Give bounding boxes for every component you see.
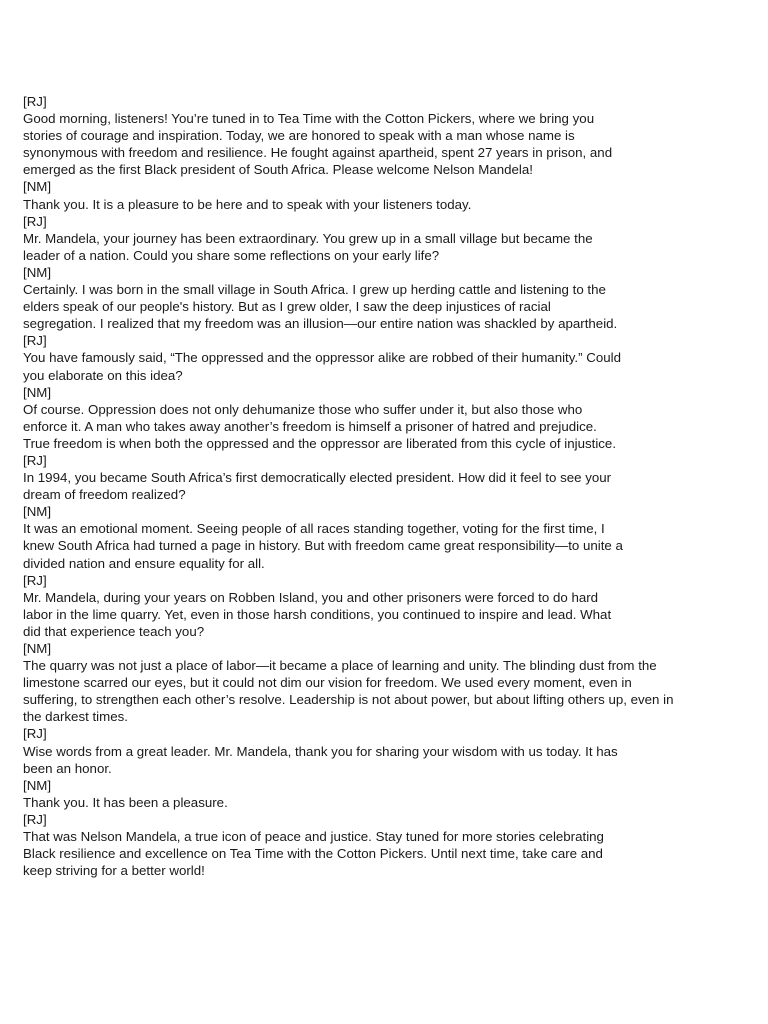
- speaker-tag: [NM]: [23, 641, 52, 656]
- dialogue-turn: [23, 503, 753, 571]
- speaker-tag: [RJ]: [23, 452, 47, 468]
- dialogue-line: divided nation and ensure equality for all.: [23, 555, 265, 571]
- dialogue-line: knew South Africa had turned a page in history. But with freedom came great responsibility—to unite a: [23, 538, 623, 554]
- dialogue-line: Good morning, listeners! You’re tuned in to Tea Time with the Cotton Pickers, where we bring you: [23, 111, 595, 127]
- dialogue-line: Mr. Mandela, during your years on Robben Island, you and other prisoners were forced to do hard: [23, 589, 599, 605]
- dialogue-line: segregation. I realized that my freedom was an illusion—our entire nation was shackled by apartheid.: [23, 316, 618, 332]
- dialogue-line: elders speak of our people's history. But as I grew older, I saw the deep injustices of racial: [23, 299, 551, 315]
- speaker-tag: [NM]: [23, 384, 52, 400]
- dialogue-line: limestone scarred our eyes, but it could not dim our vision for freedom. We used every moment, even in: [23, 675, 632, 691]
- dialogue-turn: [23, 332, 753, 383]
- dialogue-line: suffering, to strengthen each other’s resolve. Leadership is not about power, but about lifting others up, even in: [23, 692, 674, 708]
- speaker-tag: [RJ]: [23, 811, 47, 827]
- dialogue-turn: [23, 178, 753, 212]
- speaker-tag: [NM]: [23, 504, 52, 520]
- dialogue-line: keep striving for a better world!: [23, 863, 205, 879]
- dialogue-line: the darkest times.: [23, 709, 128, 725]
- speaker-tag: [NM]: [23, 264, 52, 280]
- speaker-tag: [RJ]: [23, 572, 47, 588]
- speaker-tag: [RJ]: [23, 94, 47, 109]
- dialogue-line: been an honor.: [23, 760, 112, 776]
- dialogue-line: labor in the lime quarry. Yet, even in those harsh conditions, you continued to inspire and lead. What: [23, 606, 612, 622]
- dialogue-line: It was an emotional moment. Seeing people of all races standing together, voting for the first time, I: [23, 521, 605, 537]
- speaker-tag: [NM]: [23, 179, 52, 195]
- dialogue-turn: [23, 384, 753, 452]
- dialogue-line: Of course. Oppression does not only dehumanize those who suffer under it, but also those who: [23, 401, 583, 417]
- dialogue-turn: [23, 93, 753, 178]
- dialogue-turn: [23, 213, 753, 264]
- dialogue-line: Mr. Mandela, your journey has been extraordinary. You grew up in a small village but became the: [23, 230, 593, 246]
- dialogue-line: you elaborate on this idea?: [23, 367, 183, 383]
- dialogue-line: did that experience teach you?: [23, 623, 205, 639]
- dialogue-turn: [23, 264, 753, 332]
- dialogue-line: Black resilience and excellence on Tea Time with the Cotton Pickers. Until next time, take care and: [23, 846, 603, 862]
- dialogue-turn: [23, 640, 753, 725]
- speaker-tag: [RJ]: [23, 726, 47, 742]
- speaker-tag: [NM]: [23, 777, 52, 793]
- speaker-tag: [RJ]: [23, 213, 47, 229]
- dialogue-turn: [23, 811, 753, 879]
- dialogue-line: Certainly. I was born in the small village in South Africa. I grew up herding cattle and listening to the: [23, 282, 606, 298]
- dialogue-line: That was Nelson Mandela, a true icon of peace and justice. Stay tuned for more stories celebrating: [23, 829, 604, 845]
- dialogue-line: enforce it. A man who takes away another’s freedom is himself a prisoner of hatred and prejudice.: [23, 418, 597, 434]
- dialogue-line: emerged as the first Black president of South Africa. Please welcome Nelson Mandela!: [23, 162, 533, 178]
- dialogue-line: True freedom is when both the oppressed and the oppressor are liberated from this cycle of injustice.: [23, 435, 617, 451]
- transcript-document: [23, 93, 753, 879]
- dialogue-turn: [23, 572, 753, 640]
- dialogue-line: leader of a nation. Could you share some reflections on your early life?: [23, 247, 440, 263]
- dialogue-line: Wise words from a great leader. Mr. Mandela, thank you for sharing your wisdom with us today. It has: [23, 743, 618, 759]
- dialogue-line: dream of freedom realized?: [23, 487, 186, 503]
- dialogue-line: synonymous with freedom and resilience. He fought against apartheid, spent 27 years in prison, and: [23, 145, 613, 161]
- dialogue-turn: [23, 452, 753, 503]
- dialogue-turn: [23, 725, 753, 776]
- dialogue-turn: [23, 777, 753, 811]
- dialogue-line: stories of courage and inspiration. Today, we are honored to speak with a man whose name is: [23, 128, 575, 144]
- dialogue-line: In 1994, you became South Africa’s first democratically elected president. How did it feel to see your: [23, 470, 612, 486]
- dialogue-line: Thank you. It is a pleasure to be here and to speak with your listeners today.: [23, 196, 472, 212]
- dialogue-line: The quarry was not just a place of labor—it became a place of learning and unity. The blinding dust from the: [23, 658, 657, 674]
- speaker-tag: [RJ]: [23, 333, 47, 349]
- dialogue-line: Thank you. It has been a pleasure.: [23, 794, 228, 810]
- dialogue-line: You have famously said, “The oppressed and the oppressor alike are robbed of their humanity.” Could: [23, 350, 621, 366]
